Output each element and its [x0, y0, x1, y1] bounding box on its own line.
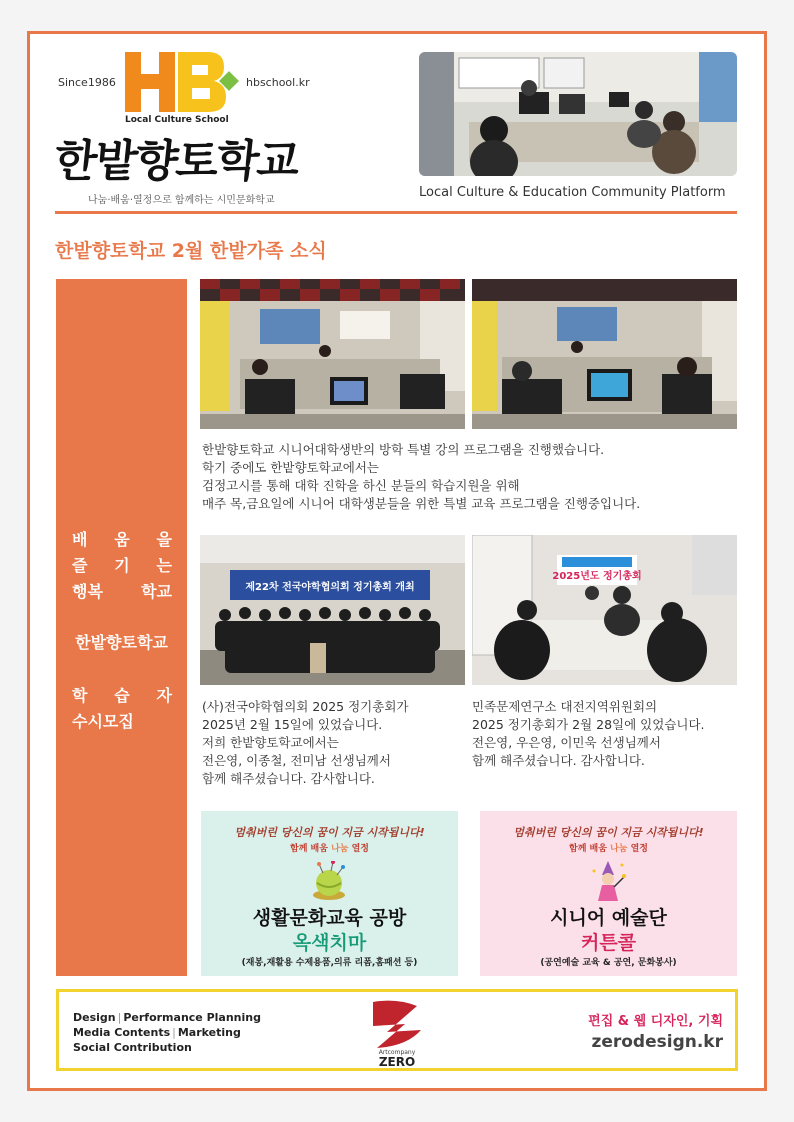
side-banner-line5: 학 습 자	[72, 686, 172, 705]
pincushion-icon	[309, 861, 349, 901]
platform-caption: Local Culture & Education Community Platform	[419, 185, 726, 200]
logo-h-icon	[125, 52, 175, 112]
yahak-banner-text: 제22차 전국야학협의회 정기총회 개최	[245, 582, 415, 593]
school-name-calligraphy: 한밭향토학교	[51, 136, 301, 187]
header-classroom-photo	[419, 52, 737, 176]
performer-icon	[588, 861, 628, 901]
promo-motto: 함께 배움 나눔 열정	[290, 844, 369, 854]
news2-text: (사)전국야학협의회 2025 정기총회가 2025년 2월 15일에 있었습니다. 저희 한밭향토학교에서는 전은영, 이종철, 전미남 선생님께서 함께 해주셨습니다. 감사합니다.	[202, 699, 409, 786]
promo-title: 생활문화교육 공방	[252, 907, 407, 929]
classroom-photo-2	[472, 279, 737, 429]
promo-note: (공연예술 교육 & 공연, 문화봉사)	[540, 958, 677, 968]
footer-website-link[interactable]: zerodesign.kr	[591, 1032, 723, 1052]
tagline: 나눔·배움·열정으로 함께하는 시민문화학교	[88, 195, 275, 206]
promo-headline: 멈춰버린 당신의 꿈이 지금 시작됩니다!	[513, 826, 704, 839]
side-banner-line1: 배 움 을	[72, 530, 172, 549]
zero-logo-small-text: Artcompany	[378, 1049, 416, 1056]
header-divider	[55, 211, 737, 214]
news1-text: 한밭향토학교 시니어대학생반의 방학 특별 강의 프로그램을 진행했습니다. 학기 중에도 한밭향토학교에서는 검정고시를 통해 대학 진학을 하신 분들의 학습지원을 위해 매주 목,금요일에 시니어 대학생분들을 위한 특별 교육 프로그램을 진행중입니다.	[202, 442, 641, 511]
footer-design-credit: 편집 & 웹 디자인, 기획	[588, 1014, 723, 1029]
promo-headline: 멈춰버린 당신의 꿈이 지금 시작됩니다!	[234, 826, 425, 839]
side-banner-line6: 수시모집	[72, 712, 134, 731]
promo-note: (재봉,재활용 수제용품,의류 리폼,홈패션 등)	[241, 958, 418, 968]
promo-title-accent: 커튼콜	[580, 932, 637, 954]
promo-title: 시니어 예술단	[550, 907, 667, 929]
logo-b-icon	[178, 52, 226, 112]
zero-logo-text: ZERO	[378, 1055, 416, 1068]
news3-text: 민족문제연구소 대전지역위원회의 2025 정기총회가 2월 28일에 있었습니다. 전은영, 우은영, 이민욱 선생님께서 함께 해주셨습니다. 감사합니다.	[472, 699, 705, 768]
side-banner-school: 한밭향토학교	[75, 633, 168, 652]
zero-logo-icon	[367, 996, 427, 1068]
promo-title-accent: 옥색치마	[292, 932, 367, 954]
promo-card-okssaekchima[interactable]	[201, 811, 458, 976]
since-label: Since1986	[58, 76, 116, 89]
footer-box	[56, 989, 738, 1071]
minjok-banner-text: 2025년도 정기총회	[552, 571, 642, 582]
group-photo-yahak	[200, 535, 465, 685]
side-banner-line3: 행복 학교	[72, 582, 172, 601]
classroom-photo-1	[200, 279, 465, 429]
promo-card-curtaincall[interactable]	[480, 811, 737, 976]
footer-services: Design | Performance Planning Media Contents | Marketing Social Contribution	[73, 1011, 261, 1054]
site-url: hbschool.kr	[246, 76, 310, 89]
side-banner-line2: 즐 기 는	[72, 556, 172, 575]
logo-subtitle: Local Culture School	[125, 115, 229, 125]
promo-motto: 함께 배움 나눔 열정	[569, 844, 648, 854]
meeting-photo-minjok	[472, 535, 737, 685]
section-title: 한밭향토학교 2월 한밭가족 소식	[55, 240, 327, 262]
side-banner	[56, 279, 187, 976]
